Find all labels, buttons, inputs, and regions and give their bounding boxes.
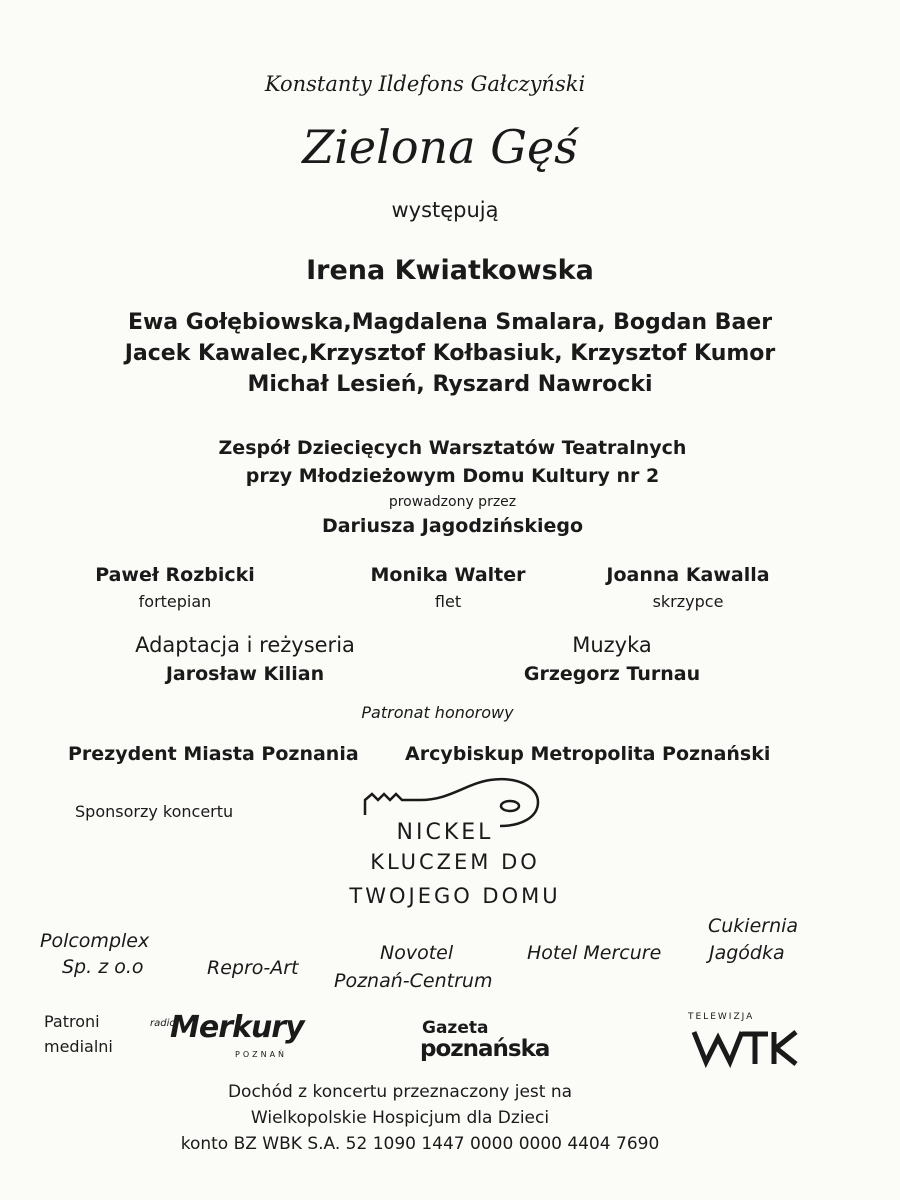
musician-name: Paweł Rozbicki: [95, 564, 255, 586]
media-patrons-label: Patroni: [44, 1012, 100, 1031]
sponsors-label: Sponsorzy koncertu: [75, 802, 234, 821]
performers-intro: występują: [391, 198, 499, 222]
sponsor-name: Sp. z o.o: [62, 956, 144, 978]
honorary-patron: Arcybiskup Metropolita Poznański: [405, 743, 771, 765]
sponsor-name: Polcomplex: [40, 930, 150, 952]
gazeta-logo-line1: Gazeta: [422, 1018, 489, 1038]
credit-role: Muzyka: [572, 633, 652, 657]
ensemble-name-line2: przy Młodzieżowym Domu Kultury nr 2: [245, 465, 660, 487]
gazeta-logo-line2: poznańska: [420, 1036, 550, 1062]
musician-name: Monika Walter: [370, 564, 526, 586]
musician-name: Joanna Kawalla: [606, 564, 770, 586]
sponsor-slogan: TWOJEGO DOMU: [349, 884, 561, 908]
sponsor-name: Repro-Art: [207, 957, 299, 979]
sponsor-name: Cukiernia: [708, 915, 799, 937]
radio-merkury-prefix: radio: [150, 1018, 176, 1029]
sponsor-name: Jagódka: [709, 942, 785, 964]
radio-merkury-logo: Merkury: [170, 1010, 304, 1045]
credit-role: Adaptacja i reżyseria: [135, 633, 355, 657]
ensemble-led-by: prowadzony przez: [388, 494, 517, 510]
musician-instrument: fortepian: [138, 592, 212, 611]
patronage-label: Patronat honorowy: [361, 703, 514, 722]
nickel-logo-text: NICKEL: [396, 820, 494, 845]
cast-line: Ewa Gołębiowska,Magdalena Smalara, Bogdan Baer: [127, 310, 773, 335]
footer-line: Wielkopolskie Hospicjum dla Dzieci: [250, 1108, 550, 1128]
ensemble-leader: Dariusza Jagodzińskiego: [321, 515, 584, 537]
wtk-logo-icon: [690, 1026, 802, 1068]
sponsor-name: Novotel: [380, 942, 454, 964]
sponsor-slogan: KLUCZEM DO: [370, 850, 540, 874]
cast-line: Michał Lesień, Ryszard Nawrocki: [247, 372, 653, 397]
tv-logo-label: TELEWIZJA: [688, 1012, 755, 1022]
cast-line: Jacek Kawalec,Krzysztof Kołbasiuk, Krzysztof Kumor: [124, 341, 776, 366]
lead-performer: Irena Kwiatkowska: [306, 255, 594, 286]
radio-merkury-city: POZNAŃ: [235, 1050, 288, 1059]
sponsor-name: Hotel Mercure: [527, 942, 662, 964]
sponsor-name: Poznań-Centrum: [334, 970, 493, 992]
media-patrons-label: medialni: [44, 1037, 113, 1056]
honorary-patron: Prezydent Miasta Poznania: [68, 743, 359, 765]
credit-name: Grzegorz Turnau: [523, 663, 701, 685]
footer-line: Dochód z koncertu przeznaczony jest na: [227, 1082, 573, 1102]
credit-name: Jarosław Kilian: [165, 663, 325, 685]
author-name: Konstanty Ildefons Gałczyński: [264, 72, 586, 96]
musician-instrument: skrzypce: [652, 592, 724, 611]
ensemble-name-line1: Zespół Dziecięcych Warsztatów Teatralnych: [218, 437, 687, 459]
bank-account: konto BZ WBK S.A. 52 1090 1447 0000 0000 4404 7690: [180, 1134, 660, 1154]
musician-instrument: flet: [434, 592, 462, 611]
page-title: Zielona Gęś: [302, 120, 578, 174]
